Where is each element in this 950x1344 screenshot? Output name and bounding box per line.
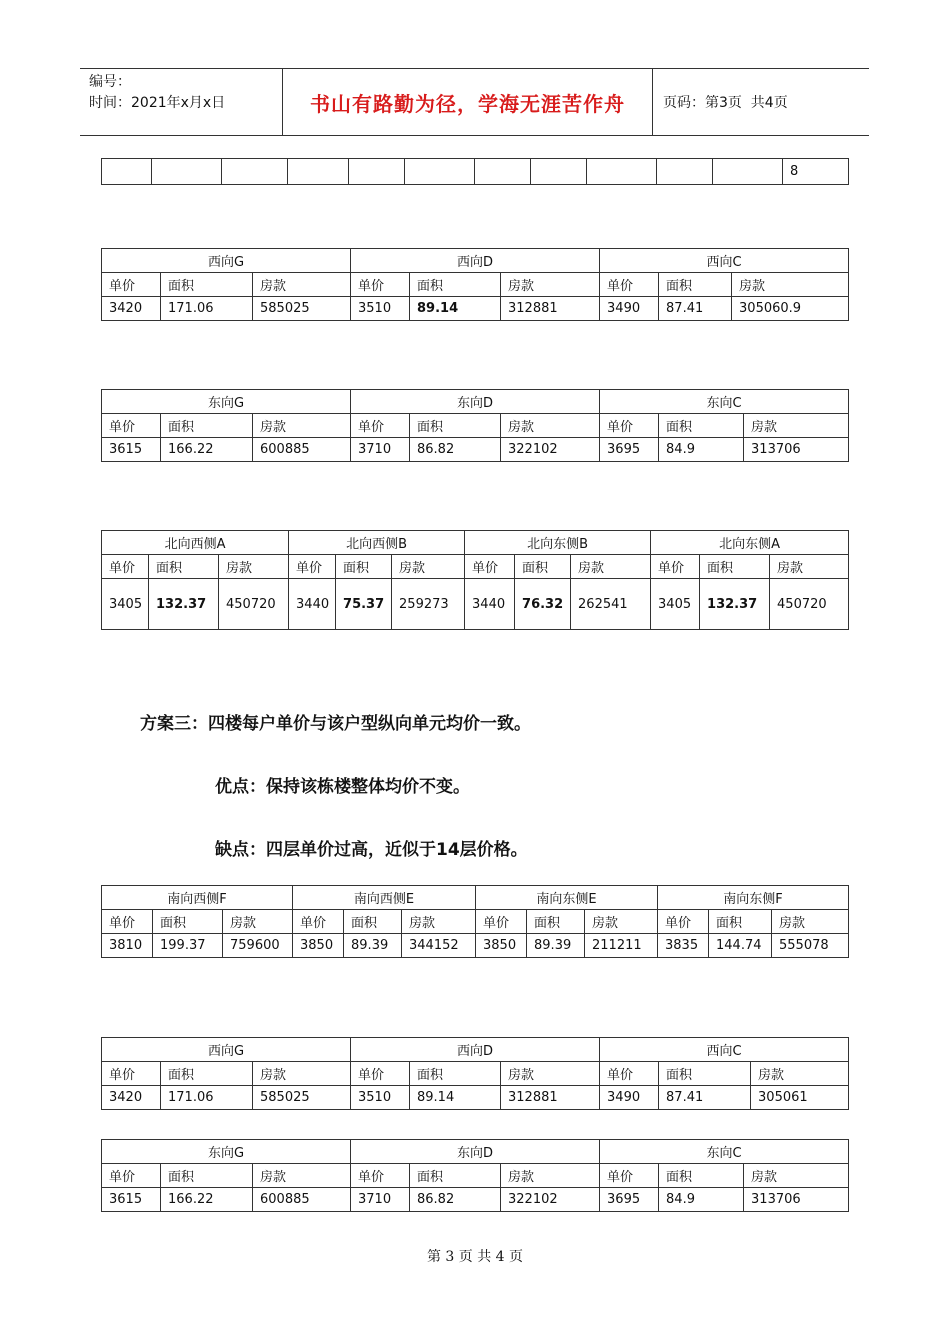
cost-label: 房款 — [770, 555, 849, 579]
price-label: 单价 — [102, 1164, 161, 1188]
cost-label: 房款 — [501, 1164, 600, 1188]
area-label: 面积 — [659, 273, 732, 297]
area-label: 面积 — [153, 910, 223, 934]
east-table-1 — [101, 389, 849, 462]
unit-header: 南向东侧E — [476, 886, 658, 910]
cost-label: 房款 — [744, 1164, 849, 1188]
header-page-label: 页码：第3页 共4页 — [663, 95, 788, 111]
area-value: 132.37 — [149, 579, 219, 630]
price-label: 单价 — [351, 414, 410, 438]
price-label: 单价 — [102, 555, 149, 579]
price-label: 单价 — [476, 910, 527, 934]
unit-header: 西向G — [102, 249, 351, 273]
price-label: 单价 — [289, 555, 336, 579]
unit-header: 西向C — [600, 249, 849, 273]
table-cell — [152, 159, 222, 185]
cost-label: 房款 — [253, 414, 351, 438]
unit-header: 北向东侧A — [651, 531, 849, 555]
table-cell — [713, 159, 783, 185]
cost-value: 344152 — [402, 934, 476, 958]
area-value: 89.39 — [527, 934, 585, 958]
cost-value: 305060.9 — [732, 297, 849, 321]
area-label: 面积 — [515, 555, 571, 579]
continuation-table — [101, 158, 849, 185]
price-label: 单价 — [600, 1062, 659, 1086]
east-table-2 — [101, 1139, 849, 1212]
cost-label: 房款 — [732, 273, 849, 297]
unit-header: 东向C — [600, 1140, 849, 1164]
west-table-1 — [101, 248, 849, 321]
price-value: 3615 — [102, 1188, 161, 1212]
price-value: 3695 — [600, 438, 659, 462]
price-label: 单价 — [102, 910, 153, 934]
cost-value: 585025 — [253, 297, 351, 321]
price-value: 3490 — [600, 1086, 659, 1110]
plan3-pros: 优点：保持该栋楼整体均价不变。 — [215, 777, 470, 797]
cost-label: 房款 — [585, 910, 658, 934]
area-label: 面积 — [659, 1164, 744, 1188]
cost-value: 312881 — [501, 297, 600, 321]
cost-label: 房款 — [744, 414, 849, 438]
area-value: 87.41 — [659, 297, 732, 321]
unit-header: 南向西侧E — [293, 886, 476, 910]
cost-value: 322102 — [501, 1188, 600, 1212]
area-value: 89.14 — [410, 297, 501, 321]
area-label: 面积 — [410, 1164, 501, 1188]
unit-header: 东向G — [102, 1140, 351, 1164]
price-value: 3490 — [600, 297, 659, 321]
price-label: 单价 — [293, 910, 344, 934]
area-label: 面积 — [161, 1164, 253, 1188]
price-label: 单价 — [102, 1062, 161, 1086]
price-value: 3710 — [351, 1188, 410, 1212]
price-value: 3510 — [351, 297, 410, 321]
area-label: 面积 — [659, 414, 744, 438]
cost-label: 房款 — [501, 1062, 600, 1086]
unit-header: 北向西侧B — [289, 531, 465, 555]
area-label: 面积 — [344, 910, 402, 934]
price-label: 单价 — [351, 273, 410, 297]
west-table-2 — [101, 1037, 849, 1110]
area-value: 171.06 — [161, 1086, 253, 1110]
page-header — [80, 68, 869, 136]
south-table — [101, 885, 849, 958]
cost-label: 房款 — [402, 910, 476, 934]
cost-value: 211211 — [585, 934, 658, 958]
unit-header: 东向G — [102, 390, 351, 414]
cost-label: 房款 — [219, 555, 289, 579]
cost-label: 房款 — [253, 1164, 351, 1188]
plan3-title: 方案三：四楼每户单价与该户型纵向单元均价一致。 — [140, 714, 531, 734]
unit-header: 西向D — [351, 249, 600, 273]
cost-label: 房款 — [751, 1062, 849, 1086]
unit-header: 北向东侧B — [465, 531, 651, 555]
area-value: 166.22 — [161, 1188, 253, 1212]
cost-label: 房款 — [501, 273, 600, 297]
header-page-info — [653, 69, 869, 135]
cost-label: 房款 — [223, 910, 293, 934]
price-value: 3710 — [351, 438, 410, 462]
header-time: 时间：2021年x月x日 — [89, 95, 226, 111]
price-value: 3835 — [658, 934, 709, 958]
table-cell — [288, 159, 349, 185]
cost-label: 房款 — [253, 1062, 351, 1086]
price-label: 单价 — [102, 273, 161, 297]
area-value: 166.22 — [161, 438, 253, 462]
unit-header: 北向西侧A — [102, 531, 289, 555]
area-label: 面积 — [410, 414, 501, 438]
cost-value: 313706 — [744, 1188, 849, 1212]
header-code: 编号： — [89, 74, 131, 90]
area-label: 面积 — [659, 1062, 751, 1086]
price-label: 单价 — [600, 414, 659, 438]
table-cell — [222, 159, 288, 185]
table-cell — [405, 159, 475, 185]
price-value: 3695 — [600, 1188, 659, 1212]
page-footer: 第 3 页 共 4 页 — [426, 1249, 524, 1265]
header-meta — [80, 69, 282, 135]
area-label: 面积 — [527, 910, 585, 934]
cost-value: 759600 — [223, 934, 293, 958]
north-table — [101, 530, 849, 630]
price-label: 单价 — [600, 1164, 659, 1188]
price-label: 单价 — [351, 1164, 410, 1188]
unit-header: 西向G — [102, 1038, 351, 1062]
area-value: 84.9 — [659, 1188, 744, 1212]
area-label: 面积 — [410, 273, 501, 297]
price-value: 3850 — [293, 934, 344, 958]
cost-value: 450720 — [770, 579, 849, 630]
price-label: 单价 — [465, 555, 515, 579]
table-cell — [475, 159, 531, 185]
cost-label: 房款 — [772, 910, 849, 934]
area-value: 86.82 — [410, 438, 501, 462]
area-value: 132.37 — [700, 579, 770, 630]
cost-value: 322102 — [501, 438, 600, 462]
table-cell — [657, 159, 713, 185]
price-value: 3405 — [651, 579, 700, 630]
cost-value: 585025 — [253, 1086, 351, 1110]
cost-value: 555078 — [772, 934, 849, 958]
cost-label: 房款 — [501, 414, 600, 438]
table-cell — [102, 159, 152, 185]
cost-value: 312881 — [501, 1086, 600, 1110]
area-value: 75.37 — [336, 579, 392, 630]
price-value: 3615 — [102, 438, 161, 462]
area-value: 89.14 — [410, 1086, 501, 1110]
unit-header: 南向东侧F — [658, 886, 849, 910]
area-label: 面积 — [149, 555, 219, 579]
price-label: 单价 — [351, 1062, 410, 1086]
unit-header: 东向D — [351, 390, 600, 414]
cost-value: 450720 — [219, 579, 289, 630]
area-label: 面积 — [336, 555, 392, 579]
plan3-cons: 缺点：四层单价过高，近似于14层价格。 — [215, 840, 528, 860]
price-value: 3420 — [102, 297, 161, 321]
area-value: 171.06 — [161, 297, 253, 321]
area-label: 面积 — [161, 414, 253, 438]
table-cell: 8 — [783, 159, 849, 185]
price-value: 3440 — [289, 579, 336, 630]
area-value: 199.37 — [153, 934, 223, 958]
area-value: 84.9 — [659, 438, 744, 462]
area-value: 87.41 — [659, 1086, 751, 1110]
price-value: 3440 — [465, 579, 515, 630]
cost-value: 305061 — [751, 1086, 849, 1110]
table-cell — [349, 159, 405, 185]
price-value: 3850 — [476, 934, 527, 958]
price-value: 3510 — [351, 1086, 410, 1110]
header-motto: 书山有路勤为径，学海无涯苦作舟 — [282, 69, 653, 135]
price-value: 3810 — [102, 934, 153, 958]
cost-value: 600885 — [253, 1188, 351, 1212]
unit-header: 东向C — [600, 390, 849, 414]
price-label: 单价 — [102, 414, 161, 438]
cost-label: 房款 — [253, 273, 351, 297]
cost-value: 600885 — [253, 438, 351, 462]
area-label: 面积 — [161, 1062, 253, 1086]
price-label: 单价 — [600, 273, 659, 297]
price-label: 单价 — [651, 555, 700, 579]
price-value: 3420 — [102, 1086, 161, 1110]
area-label: 面积 — [410, 1062, 501, 1086]
area-label: 面积 — [161, 273, 253, 297]
cost-value: 259273 — [392, 579, 465, 630]
unit-header: 南向西侧F — [102, 886, 293, 910]
area-value: 89.39 — [344, 934, 402, 958]
unit-header: 东向D — [351, 1140, 600, 1164]
unit-header: 西向D — [351, 1038, 600, 1062]
area-value: 76.32 — [515, 579, 571, 630]
table-cell — [587, 159, 657, 185]
cost-label: 房款 — [392, 555, 465, 579]
table-cell — [531, 159, 587, 185]
cost-label: 房款 — [571, 555, 651, 579]
price-label: 单价 — [658, 910, 709, 934]
cost-value: 262541 — [571, 579, 651, 630]
unit-header: 西向C — [600, 1038, 849, 1062]
cost-value: 313706 — [744, 438, 849, 462]
area-label: 面积 — [700, 555, 770, 579]
price-value: 3405 — [102, 579, 149, 630]
area-value: 144.74 — [709, 934, 772, 958]
area-value: 86.82 — [410, 1188, 501, 1212]
area-label: 面积 — [709, 910, 772, 934]
